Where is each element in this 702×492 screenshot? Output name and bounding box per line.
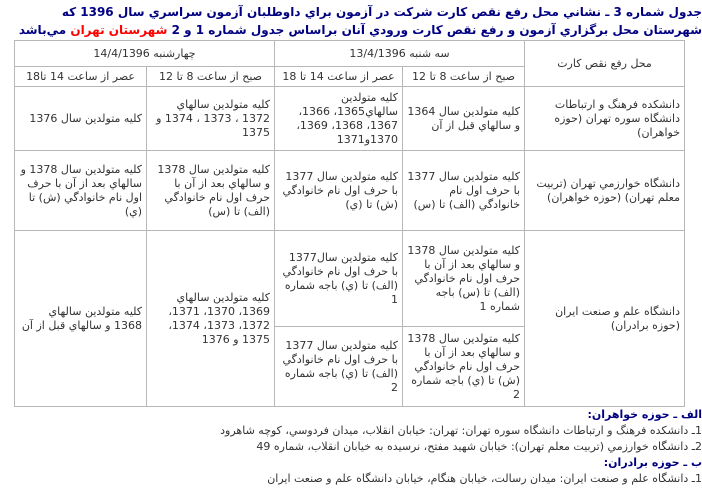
- row-3-cell-2a: کليه متولدين سال1377 با حرف اول نام خانوادگي (الف) تا (ي) باجه شماره 1: [275, 231, 403, 327]
- caption-highlight: شهرستان تهران: [70, 23, 168, 37]
- notes-line-2: 2ـ دانشگاه خوارزمي (تربيت معلم تهران): خيابان شهيد مفتح، نرسيده به خيابان انقلاب، شماره 49: [256, 440, 702, 453]
- row-3-cell-4: کليه متولدين سالهاي 1368 و سالهاي قبل از آن: [15, 231, 147, 407]
- schedule-table: [14, 40, 685, 407]
- header-date-2: چهارشنبه 14/4/1396: [15, 41, 275, 67]
- table-row: [15, 231, 685, 327]
- address-notes: [0, 407, 702, 487]
- notes-line-3: 1ـ دانشگاه علم و صنعت ايران: ميدان رسالت، خيابان هنگام، خيابان دانشگاه علم و صنعت ايران: [267, 472, 702, 485]
- row-1-cell-4: کليه متولدين سال 1376: [15, 87, 147, 151]
- caption-line-1: جدول شماره 3 ـ نشاني محل رفع نقص کارت شرکت در آزمون براي داوطلبان آزمون سراسري سال 1396 که: [61, 5, 702, 19]
- header-slot-morning-1: صبح از ساعت 8 تا 12: [403, 67, 525, 87]
- row-2-location: دانشگاه خوارزمي تهران (تربيت معلم تهران) (حوزه خواهران): [525, 151, 685, 231]
- notes-heading-brothers: ب ـ حوزه برادران:: [603, 456, 702, 469]
- caption-line-2-b: مي‌باشد: [18, 23, 71, 37]
- caption-line-2: [0, 21, 702, 39]
- header-slot-afternoon-2: عصر از ساعت 14 تا18: [15, 67, 147, 87]
- row-3-cell-1a: کليه متولدين سال 1378 و سالهاي بعد از آن با حرف اول نام خانوادگي (الف) تا (س) باجه شماره 1: [403, 231, 525, 327]
- row-3-cell-1b: کليه متولدين سال 1378 و سالهاي بعد از آن با حرف اول نام خانوادگي (ش) تا (ي) باجه شماره 2: [403, 327, 525, 407]
- row-1-cell-3: کليه متولدين سالهاي 1372 ، 1373 ، 1374 و 1375: [147, 87, 275, 151]
- notes-line-1: 1ـ دانشکده فرهنگ و ارتباطات دانشگاه سوره تهران: تهران: خيابان انقلاب، ميدان فردوسي، کوچه شاهرود: [220, 424, 702, 437]
- row-1-location: دانشکده فرهنگ و ارتباطات دانشگاه سوره تهران (حوزه خواهران): [525, 87, 685, 151]
- row-1-cell-1: کليه متولدين سال 1364 و سالهاي قبل از آن: [403, 87, 525, 151]
- caption-line-2-a: شهرستان محل برگزاري آزمون و رفع نقص کارت ورودي آنان براساس جدول شماره 1 و 2: [167, 23, 702, 37]
- row-2-cell-1: کليه متولدين سال 1377 با حرف اول نام خانوادگي (الف) تا (س): [403, 151, 525, 231]
- row-2-cell-4: کليه متولدين سال 1378 و سالهاي بعد از آن با حرف اول نام خانوادگي (ش) تا (ي): [15, 151, 147, 231]
- header-date-1: سه شنبه 13/4/1396: [275, 41, 525, 67]
- header-slot-morning-2: صبح از ساعت 8 تا 12: [147, 67, 275, 87]
- header-location: محل رفع نقص کارت: [525, 41, 685, 87]
- row-3-cell-2b: کليه متولدين سال 1377 با حرف اول نام خانوادگي (الف) تا (ي) باجه شماره 2: [275, 327, 403, 407]
- row-2-cell-3: کليه متولدين سال 1378 و سالهاي بعد از آن با حرف اول نام خانوادگي (الف) تا (س): [147, 151, 275, 231]
- header-slot-afternoon-1: عصر از ساعت 14 تا 18: [275, 67, 403, 87]
- row-3-cell-3: کليه متولدين سالهاي 1369، 1370، 1371، 1372، 1373، 1374، 1375 و 1376: [147, 231, 275, 407]
- row-3-location: دانشگاه علم و صنعت ايران (حوزه برادران): [525, 231, 685, 407]
- table-row: [15, 151, 685, 231]
- notes-heading-sisters: الف ـ حوزه خواهران:: [587, 408, 702, 421]
- table-row: [15, 87, 685, 151]
- row-1-cell-2: کليه متولدين سالهاي1365، 1366، 1367، 1368، 1369، 1370و1371: [275, 87, 403, 151]
- row-2-cell-2: کليه متولدين سال 1377 با حرف اول نام خانوادگي (ش) تا (ي): [275, 151, 403, 231]
- table-caption: [0, 3, 702, 39]
